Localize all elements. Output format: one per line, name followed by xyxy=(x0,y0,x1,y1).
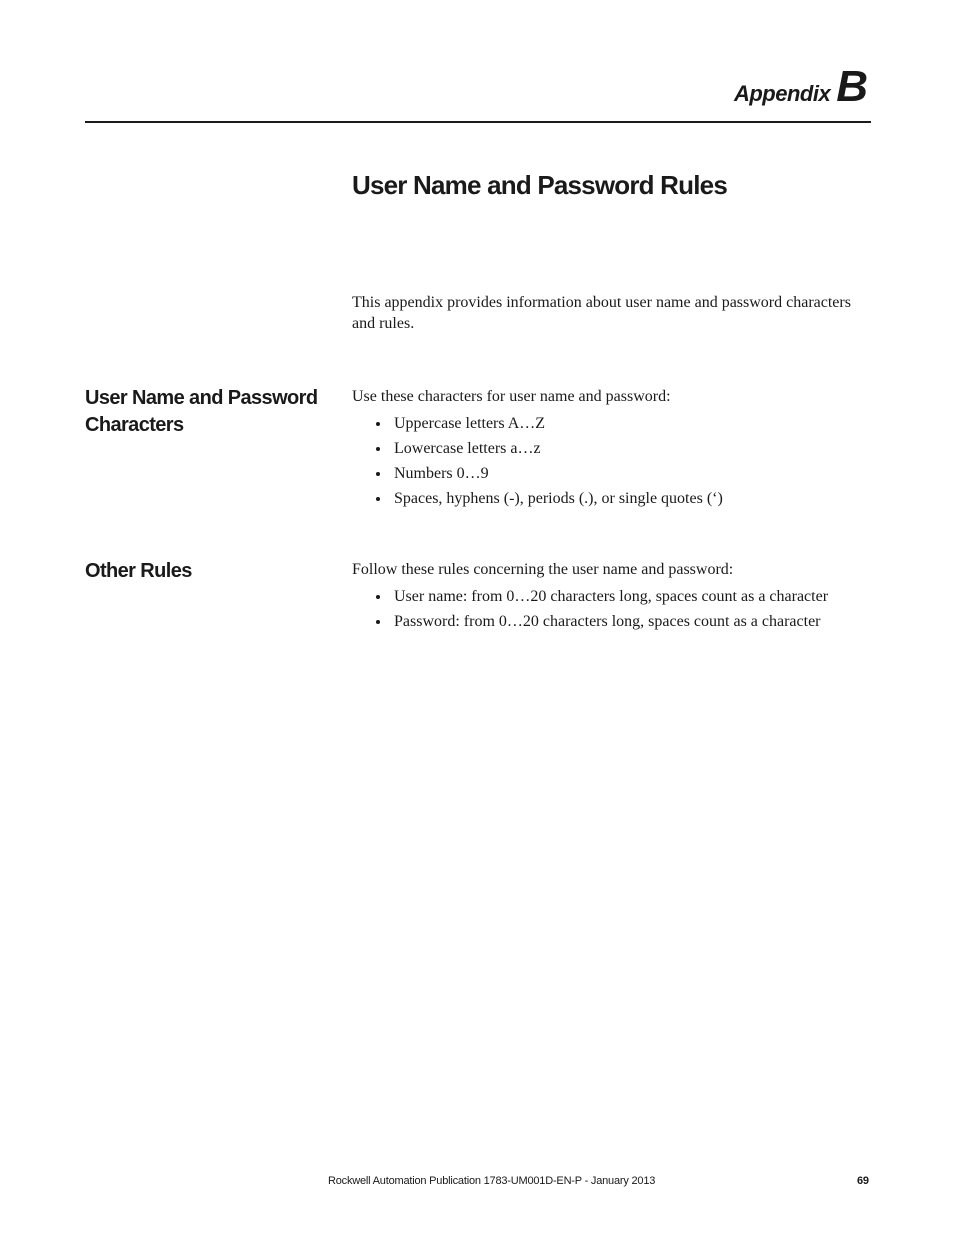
section-heading-characters: User Name and Password Characters xyxy=(85,387,318,436)
section-lead: Use these characters for user name and password: xyxy=(352,388,671,405)
appendix-label: Appendix xyxy=(733,81,831,106)
page-title: User Name and Password Rules xyxy=(352,170,727,200)
list-item-text: Numbers 0…9 xyxy=(394,465,489,482)
publication-info: Rockwell Automation Publication 1783-UM001D-EN-P - January 2013 xyxy=(328,1175,656,1187)
bullet-icon xyxy=(376,595,380,599)
intro-paragraph: This appendix provides information about user name and password characters and rules. xyxy=(352,294,851,332)
bullet-icon xyxy=(376,497,380,501)
bullet-list xyxy=(352,411,867,511)
appendix-header xyxy=(734,62,868,112)
bullet-icon xyxy=(376,422,380,426)
bullet-icon xyxy=(376,447,380,451)
list-item xyxy=(352,411,867,436)
list-item-text: Lowercase letters a…z xyxy=(394,440,541,457)
list-item-text: Spaces, hyphens (-), periods (.), or single quotes (‘) xyxy=(394,490,723,507)
header-divider xyxy=(85,121,871,123)
list-item xyxy=(352,461,867,486)
list-item xyxy=(352,486,867,511)
section-heading-other-rules: Other Rules xyxy=(85,560,192,582)
list-item xyxy=(352,584,867,609)
bullet-list xyxy=(352,584,867,634)
list-item-text: User name: from 0…20 characters long, spaces count as a character xyxy=(394,588,829,605)
bullet-icon xyxy=(376,620,380,624)
section-body-characters xyxy=(352,386,867,511)
page-number: 69 xyxy=(857,1175,869,1187)
list-item-text: Password: from 0…20 characters long, spaces count as a character xyxy=(394,613,821,630)
appendix-letter: B xyxy=(836,62,868,111)
list-item-text: Uppercase letters A…Z xyxy=(394,415,546,432)
list-item xyxy=(352,436,867,461)
section-body-other-rules xyxy=(352,559,867,634)
bullet-icon xyxy=(376,472,380,476)
section-lead: Follow these rules concerning the user name and password: xyxy=(352,561,734,578)
list-item xyxy=(352,609,867,634)
